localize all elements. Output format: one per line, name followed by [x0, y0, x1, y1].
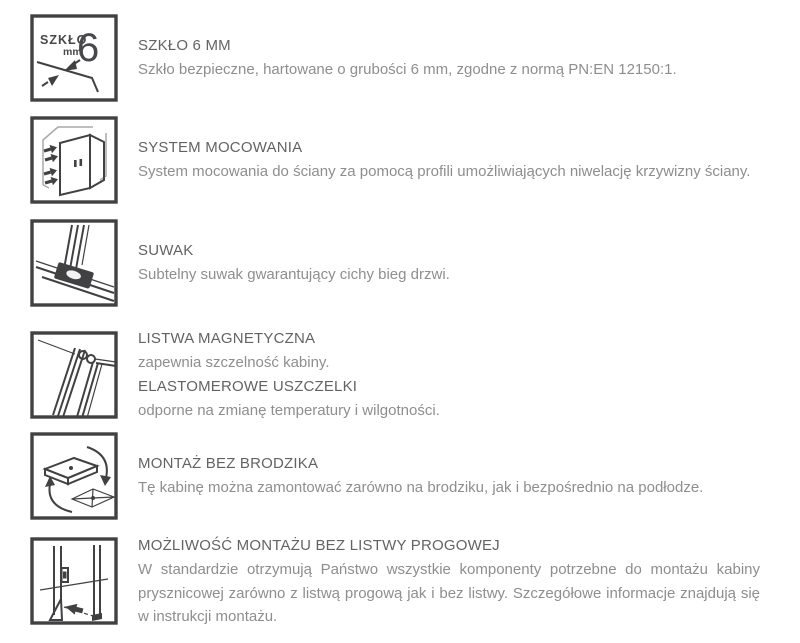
glass-badge-value: 6: [77, 26, 100, 70]
glass-badge-label: SZKŁO: [40, 33, 88, 47]
feature-row-no-tray: [30, 432, 760, 520]
no-threshold-strip-icon: [30, 537, 118, 625]
feature-description: W standardzie otrzymują Państwo wszystkie komponenty potrzebne do montażu kabiny prysznicowej zarówno z listwą progową jak i bez listwy. Szczegółowe informacje znajdują się w instrukcji montażu.: [138, 561, 760, 625]
feature-description: System mocowania do ściany za pomocą profili umożliwiających niwelację krzywizny ściany.: [138, 163, 751, 181]
no-shower-tray-icon: [30, 432, 118, 520]
feature-title: ELASTOMEROWE USZCZELKI: [138, 377, 358, 395]
feature-title: SUWAK: [138, 242, 194, 260]
feature-row-mounting: [30, 116, 760, 204]
feature-title: MONTAŻ BEZ BRODZIKA: [138, 455, 319, 473]
mounting-system-icon: [30, 116, 118, 204]
feature-title: SZKŁO 6 MM: [138, 37, 231, 55]
feature-title: SYSTEM MOCOWANIA: [138, 139, 303, 157]
feature-title: MOŻLIWOŚĆ MONTAŻU BEZ LISTWY PROGOWEJ: [138, 537, 500, 554]
slider-icon: [30, 219, 118, 307]
feature-title: LISTWA MAGNETYCZNA: [138, 330, 316, 347]
feature-description: Tę kabinę można zamontować zarówno na brodziku, jak i bezpośrednio na podłodze.: [138, 479, 704, 497]
feature-row-magnetic: [30, 327, 760, 422]
feature-description: zapewnia szczelność kabiny.: [138, 354, 330, 371]
glass-6mm-icon: [30, 14, 118, 102]
feature-description: Szkło bezpieczne, hartowane o grubości 6 mm, zgodne z normą PN:EN 12150:1.: [138, 61, 677, 79]
feature-description: odporne na zmianę temperatury i wilgotności.: [138, 401, 440, 419]
feature-description: Subtelny suwak gwarantujący cichy bieg drzwi.: [138, 266, 450, 284]
feature-row-slider: [30, 219, 760, 307]
feature-row-glass: [30, 14, 760, 102]
magnetic-strip-icon: [30, 331, 118, 419]
glass-badge-unit: mm: [63, 46, 82, 58]
feature-row-no-threshold: [30, 534, 760, 629]
